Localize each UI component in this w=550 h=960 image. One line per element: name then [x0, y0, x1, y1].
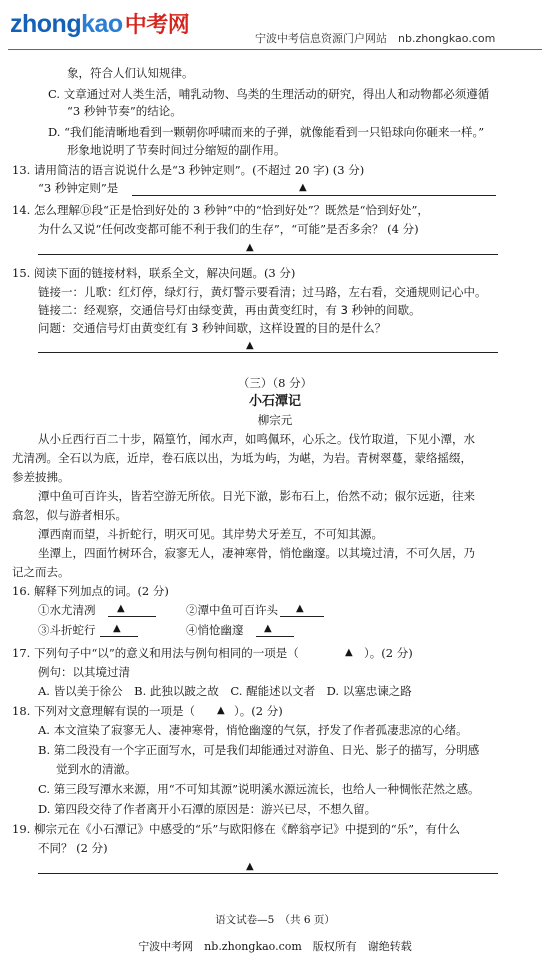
q16-blank-3[interactable] — [100, 636, 138, 637]
question-13: 13. 请用简洁的语言说说什么是“3 秒钟定则”。(不超过 20 字) (3 分) — [12, 163, 365, 177]
logo-zhong: zhong — [10, 10, 82, 38]
question-19-line2: 不同？ (2 分) — [38, 841, 108, 855]
answer-marker-19: ▲ — [246, 861, 254, 872]
answer-marker-15: ▲ — [246, 340, 254, 351]
q17-options: A. 皆以美于徐公 B. 此独以跛之故 C. 醒能述以文者 D. 以塞忠谏之路 — [38, 684, 412, 698]
passage-p1-line3: 参差披拂。 — [12, 470, 70, 484]
header-site-text: 宁波中考信息资源门户网站 nb.zhongkao.com — [255, 32, 496, 45]
q16-blank-2[interactable] — [280, 616, 324, 617]
question-18-end: ）。(2 分) — [234, 704, 283, 718]
question-17-end: ）。(2 分) — [364, 646, 413, 660]
answer-line-13[interactable] — [132, 195, 496, 196]
option-d-line2: 形象地说明了节奏时间过分缩短的副作用。 — [67, 143, 286, 157]
q17-example: 例句：以其境过清 — [38, 665, 130, 679]
section-three-heading: （三）（8 分） — [237, 376, 313, 390]
q18-marker: ▲ — [217, 705, 225, 716]
passage-p3: 潭西南而望，斗折蛇行，明灭可见。其岸势犬牙差互，不可知其源。 — [38, 527, 383, 541]
q16-item-1: ①水尤清冽 — [38, 603, 96, 617]
zhongkao-logo[interactable] — [10, 8, 189, 39]
question-14-line1: 14. 怎么理解Ⓓ段“正是恰到好处的 3 秒钟”中的“恰到好处”？既然是“恰到好处”， — [12, 203, 429, 217]
option-c-line2: “3 秒钟节奏”的结论。 — [67, 104, 182, 118]
footer-copyright: 宁波中考网 nb.zhongkao.com 版权所有 谢绝转载 — [138, 940, 412, 953]
q18-option-c: C. 第三段写潭水来源，用“不可知其源”说明溪水源远流长，也给人一种惆怅茫然之感。 — [38, 782, 480, 796]
q16-blank-1[interactable] — [108, 616, 156, 617]
logo-cn: 中考网 — [124, 12, 190, 37]
passage-p1-line1: 从小丘西行百二十步，隔篁竹，闻水声，如鸣佩环，心乐之。伐竹取道，下见小潭，水 — [38, 432, 475, 446]
q18-option-b-line2: 觉到水的清澈。 — [56, 762, 137, 776]
q16-marker-1: ▲ — [117, 603, 125, 614]
header-divider — [8, 49, 542, 50]
answer-line-15[interactable] — [38, 352, 498, 353]
answer-line-19[interactable] — [38, 873, 498, 874]
q16-marker-3: ▲ — [113, 623, 121, 634]
link-material-2: 链接二：经观察，交通信号灯由绿变黄，再由黄变红时，有 3 秒钟的间歇。 — [38, 303, 421, 317]
passage-p4-line2: 记之而去。 — [12, 565, 70, 579]
question-18: 18. 下列对文意理解有误的一项是（ — [12, 704, 195, 718]
passage-p1-line2: 尤清冽。全石以为底，近岸，卷石底以出，为坻为屿，为嵁，为岩。青树翠蔓，蒙络摇缀， — [12, 451, 472, 465]
q16-item-2: ②潭中鱼可百许头 — [186, 603, 278, 617]
q18-option-d: D. 第四段交待了作者离开小石潭的原因是：游兴已尽，不想久留。 — [38, 802, 377, 816]
q16-marker-2: ▲ — [296, 603, 304, 614]
answer-line-14[interactable] — [38, 254, 498, 255]
passage-p2-line2: 翕忽，似与游者相乐。 — [12, 508, 127, 522]
q18-option-b-line1: B. 第二段没有一个字正面写水，可是我们却能通过对游鱼、日光、影子的描写，分明感 — [38, 743, 480, 757]
page-header — [0, 0, 550, 50]
q16-marker-4: ▲ — [264, 623, 272, 634]
option-d-line1: D. “我们能清晰地看到一颗朝你呼啸而来的子弹，就像能看到一只铅球向你砸来一样。” — [48, 125, 485, 139]
q16-blank-4[interactable] — [256, 636, 294, 637]
q17-marker: ▲ — [345, 647, 353, 658]
option-b-continuation: 象，符合人们认知规律。 — [67, 66, 194, 80]
question-13-prompt: “3 秒钟定则”是 — [38, 181, 119, 195]
question-14-line2: 为什么又说“任何改变都可能不利于我们的生存”，“可能”是否多余？ (4 分) — [38, 222, 419, 236]
passage-p2-line1: 潭中鱼可百许头，皆若空游无所依。日光下澈，影布石上，佁然不动；俶尔远逝，往来 — [38, 489, 475, 503]
passage-author: 柳宗元 — [257, 413, 293, 427]
option-c-line1: C. 文章通过对人类生活，哺乳动物、鸟类的生理活动的研究，得出人和动物都必须遵循 — [48, 87, 490, 101]
answer-marker-13: ▲ — [299, 182, 307, 193]
question-15-ask: 问题：交通信号灯由黄变红有 3 秒钟间歇，这样设置的目的是什么？ — [38, 321, 387, 335]
page-number: 语文试卷—5 （共 6 页） — [215, 914, 335, 926]
q16-item-3: ③斗折蛇行 — [38, 623, 96, 637]
logo-kao: kao — [81, 10, 123, 38]
question-17: 17. 下列句子中“以”的意义和用法与例句相同的一项是（ — [12, 646, 299, 660]
link-material-1: 链接一：儿歌：红灯停，绿灯行，黄灯警示要看清；过马路，左右看，交通规则记心中。 — [38, 285, 487, 299]
answer-marker-14: ▲ — [246, 242, 254, 253]
question-15: 15. 阅读下面的链接材料，联系全文，解决问题。(3 分) — [12, 266, 296, 280]
q16-item-4: ④悄怆幽邃 — [186, 623, 244, 637]
question-19-line1: 19. 柳宗元在《小石潭记》中感受的“乐”与欧阳修在《醉翁亭记》中提到的“乐”，有什么 — [12, 822, 460, 836]
question-16: 16. 解释下列加点的词。(2 分) — [12, 584, 169, 598]
q18-option-a: A. 本文渲染了寂寥无人、凄神寒骨，悄怆幽邃的气氛，抒发了作者孤凄悲凉的心绪。 — [38, 723, 468, 737]
passage-p4-line1: 坐潭上，四面竹树环合，寂寥无人，凄神寒骨，悄怆幽邃。以其境过清，不可久居，乃 — [38, 546, 475, 560]
passage-title: 小石潭记 — [248, 394, 301, 409]
